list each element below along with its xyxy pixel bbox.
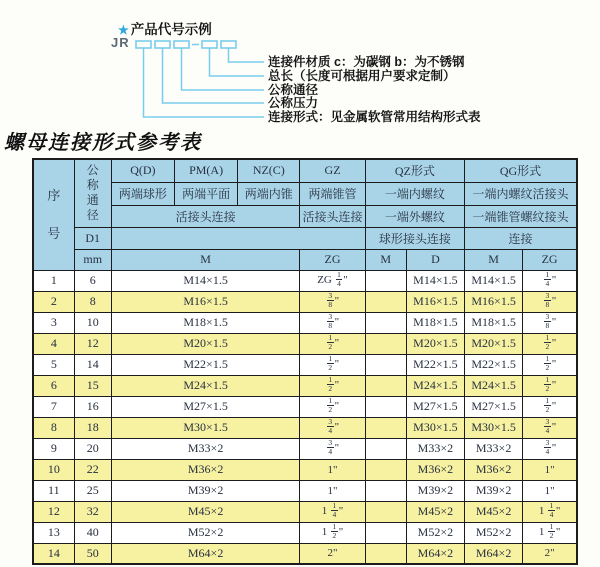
qz-d-cell: M30×1.5 [406, 417, 464, 438]
header-col-qg: QG形式 [465, 159, 578, 182]
qg-zg-cell: 1" [523, 459, 577, 480]
qg-zg-cell: 1" [523, 480, 577, 501]
dn-value-cell: 22 [74, 459, 111, 480]
qg-m-cell: M18×1.5 [465, 312, 523, 333]
header-col-gz: GZ [300, 159, 365, 182]
qg-m-cell: M30×1.5 [465, 417, 523, 438]
qg-zg-cell: $\frac{1}{4}$ " [523, 270, 577, 291]
fraction-value: $\frac{1}{4}$ [545, 270, 550, 288]
header-gz-connect: 活接头连接 [300, 205, 365, 227]
qg-zg-cell: 1 $\frac{1}{2}$ " [523, 522, 577, 543]
gz-size-cell: 1 $\frac{1}{4}$ " [300, 501, 365, 522]
qg-m-cell: M24×1.5 [465, 375, 523, 396]
wire-material [229, 48, 265, 62]
header-mm: mm [74, 249, 111, 270]
row-number-cell: 8 [33, 417, 74, 438]
qg-m-cell: M45×2 [465, 501, 523, 522]
dn-value-cell: 18 [74, 417, 111, 438]
dn-value-cell: 50 [74, 543, 111, 564]
qg-m-cell: M33×2 [465, 438, 523, 459]
table-row [33, 270, 577, 291]
fraction-value: $\frac{1}{2}$ [545, 396, 550, 414]
code-box-5 [221, 41, 236, 48]
fraction-value: $\frac{1}{4}$ [549, 501, 554, 519]
code-label-material: 连接件材质 c：为碳钢 b：为不锈钢 [268, 55, 465, 69]
table-row [33, 438, 577, 459]
header-qz-m-label: M [365, 249, 406, 270]
qz-m-cell [365, 438, 406, 459]
m-thread-cell: M45×2 [111, 501, 300, 522]
row-number-cell: 9 [33, 438, 74, 459]
header-zg-label: ZG [300, 249, 365, 270]
dn-value-cell: 6 [74, 270, 111, 291]
wire-diameter [182, 48, 265, 90]
row-number-cell: 3 [33, 312, 74, 333]
qz-m-cell [365, 417, 406, 438]
row-number-cell: 5 [33, 354, 74, 375]
qz-d-cell: M33×2 [406, 438, 464, 459]
table-row [33, 333, 577, 354]
header-empty-cell [111, 227, 365, 249]
header-nz-desc: 两端内锥 [238, 182, 300, 205]
fraction-value: $\frac{1}{4}$ [332, 501, 337, 519]
qg-zg-cell: $\frac{1}{2}$ " [523, 333, 577, 354]
header-gz-desc: 两端锥管 [300, 182, 365, 205]
qz-d-cell: M45×2 [406, 501, 464, 522]
row-number-cell: 7 [33, 396, 74, 417]
header-xuhao: 序号 [33, 159, 74, 270]
m-thread-cell: M52×2 [111, 522, 300, 543]
qg-zg-cell: $\frac{3}{4}$ " [523, 417, 577, 438]
m-thread-cell: M24×1.5 [111, 375, 300, 396]
qz-m-cell [365, 291, 406, 312]
header-d1: D1 [74, 227, 111, 249]
fraction-value: $\frac{1}{4}$ [337, 270, 341, 288]
table-row [33, 291, 577, 312]
dn-value-cell: 8 [74, 291, 111, 312]
qz-m-cell [365, 480, 406, 501]
row-number-cell: 13 [33, 522, 74, 543]
m-thread-cell: M30×1.5 [111, 417, 300, 438]
qg-zg-cell: 1 $\frac{1}{4}$ " [523, 501, 577, 522]
header-qg-m-label: M [465, 249, 523, 270]
qz-d-cell: M22×1.5 [406, 354, 464, 375]
qz-d-cell: M36×2 [406, 459, 464, 480]
qz-d-cell: M64×2 [406, 543, 464, 564]
fraction-value: $\frac{1}{2}$ [545, 333, 550, 351]
code-box-3 [174, 41, 189, 48]
header-pm-desc: 两端平面 [174, 182, 237, 205]
qg-m-cell: M14×1.5 [465, 270, 523, 291]
row-number-cell: 14 [33, 543, 74, 564]
dn-value-cell: 16 [74, 396, 111, 417]
qg-m-cell: M27×1.5 [465, 396, 523, 417]
diagram-title-text: 产品代号示例 [130, 22, 212, 37]
qz-d-cell: M14×1.5 [406, 270, 464, 291]
m-thread-cell: M16×1.5 [111, 291, 300, 312]
qg-m-cell: M64×2 [465, 543, 523, 564]
nut-connection-table [32, 158, 578, 565]
qg-zg-cell: $\frac{1}{2}$ " [523, 375, 577, 396]
qz-m-cell [365, 543, 406, 564]
gz-size-cell: $\frac{3}{4}$ " [300, 417, 365, 438]
row-number-cell: 11 [33, 480, 74, 501]
qz-d-cell: M20×1.5 [406, 333, 464, 354]
qg-m-cell: M22×1.5 [465, 354, 523, 375]
header-row-5 [33, 249, 577, 270]
gz-size-cell: $\frac{1}{2}$ " [300, 333, 365, 354]
table-row [33, 417, 577, 438]
gz-size-cell: $\frac{3}{8}$ " [300, 312, 365, 333]
header-qz-desc1: 一端内螺纹 [365, 182, 464, 205]
table-body [33, 270, 577, 564]
dn-value-cell: 15 [74, 375, 111, 396]
qz-m-cell [365, 459, 406, 480]
qg-zg-cell: $\frac{3}{4}$ " [523, 438, 577, 459]
dn-value-cell: 32 [74, 501, 111, 522]
gz-size-cell: $\frac{1}{2}$ " [300, 375, 365, 396]
row-number-cell: 4 [33, 333, 74, 354]
gz-size-cell: 2" [300, 543, 365, 564]
code-label-length: 总长（长度可根据用户要求定制） [268, 69, 456, 83]
m-thread-cell: M14×1.5 [111, 270, 300, 291]
table-row [33, 543, 577, 564]
qg-zg-cell: $\frac{1}{2}$ " [523, 354, 577, 375]
fraction-value: $\frac{3}{8}$ [545, 291, 550, 309]
fraction-value: $\frac{1}{2}$ [328, 396, 333, 414]
fraction-value: $\frac{1}{2}$ [549, 522, 554, 540]
dn-value-cell: 12 [74, 333, 111, 354]
fraction-value: $\frac{3}{8}$ [328, 291, 333, 309]
qg-m-cell: M39×2 [465, 480, 523, 501]
code-label-pressure: 公称压力 [268, 96, 319, 110]
gz-size-cell: 1 $\frac{1}{2}$ " [300, 522, 365, 543]
qz-d-cell: M27×1.5 [406, 396, 464, 417]
header-qz-d-label: D [406, 249, 464, 270]
table-row [33, 522, 577, 543]
row-number-cell: 10 [33, 459, 74, 480]
qg-zg-cell: $\frac{3}{8}$ " [523, 312, 577, 333]
qz-d-cell: M39×2 [406, 480, 464, 501]
code-box-2 [155, 41, 170, 48]
fraction-value: $\frac{1}{2}$ [328, 375, 333, 393]
qz-d-cell: M52×2 [406, 522, 464, 543]
row-number-cell: 2 [33, 291, 74, 312]
qg-m-cell: M52×2 [465, 522, 523, 543]
gz-size-cell: 1" [300, 480, 365, 501]
qz-d-cell: M24×1.5 [406, 375, 464, 396]
product-code-diagram [0, 0, 600, 126]
table-row [33, 459, 577, 480]
m-thread-cell: M27×1.5 [111, 396, 300, 417]
fraction-value: $\frac{3}{8}$ [545, 312, 550, 330]
dn-value-cell: 40 [74, 522, 111, 543]
header-row-3 [33, 205, 577, 227]
table-row [33, 354, 577, 375]
header-col-q: Q(D) [111, 159, 174, 182]
qz-m-cell [365, 312, 406, 333]
table-row [33, 375, 577, 396]
header-qg-desc1: 一端内螺纹活接头 [465, 182, 578, 205]
dn-value-cell: 14 [74, 354, 111, 375]
dn-value-cell: 20 [74, 438, 111, 459]
m-thread-cell: M64×2 [111, 543, 300, 564]
gz-size-cell: 1" [300, 459, 365, 480]
qz-m-cell [365, 522, 406, 543]
qz-m-cell [365, 501, 406, 522]
header-qz-connect: 球形接头连接 [365, 227, 464, 249]
fraction-value: $\frac{1}{2}$ [545, 354, 550, 372]
header-col-qz: QZ形式 [365, 159, 464, 182]
header-qz-desc2: 一端外螺纹 [365, 205, 464, 227]
fraction-value: $\frac{1}{2}$ [545, 375, 550, 393]
code-label-form: 连接形式：见金属软管常用结构形式表 [268, 110, 481, 124]
gz-size-cell: $\frac{3}{8}$ " [300, 291, 365, 312]
qz-m-cell [365, 375, 406, 396]
fraction-value: $\frac{3}{8}$ [328, 312, 333, 330]
qz-d-cell: M16×1.5 [406, 291, 464, 312]
qg-m-cell: M20×1.5 [465, 333, 523, 354]
m-thread-cell: M36×2 [111, 459, 300, 480]
header-col-nz: NZ(C) [238, 159, 300, 182]
header-union-connect: 活接头连接 [111, 205, 300, 227]
qz-m-cell [365, 333, 406, 354]
qg-m-cell: M36×2 [465, 459, 523, 480]
gz-size-cell: ZG $\frac{1}{4}$ " [300, 270, 365, 291]
code-prefix: JR [111, 35, 130, 50]
header-m-label: M [111, 249, 300, 270]
table-row [33, 312, 577, 333]
dn-value-cell: 10 [74, 312, 111, 333]
m-thread-cell: M39×2 [111, 480, 300, 501]
header-col-pm: PM(A) [174, 159, 237, 182]
header-row-4 [33, 227, 577, 249]
table-row [33, 501, 577, 522]
code-box-1 [136, 41, 151, 48]
qg-zg-cell: 2" [523, 543, 577, 564]
gz-size-cell: $\frac{1}{2}$ " [300, 396, 365, 417]
qg-m-cell: M16×1.5 [465, 291, 523, 312]
header-row-2 [33, 182, 577, 205]
fraction-value: $\frac{1}{2}$ [328, 354, 333, 372]
header-tongjing: 公称通径 [74, 159, 111, 227]
header-q-desc: 两端球形 [111, 182, 174, 205]
m-thread-cell: M33×2 [111, 438, 300, 459]
fraction-value: $\frac{3}{4}$ [545, 417, 550, 435]
wire-form [144, 48, 265, 117]
m-thread-cell: M18×1.5 [111, 312, 300, 333]
code-label-diameter: 公称通径 [268, 83, 319, 97]
row-number-cell: 1 [33, 270, 74, 291]
header-row-1 [33, 159, 577, 182]
fraction-value: $\frac{1}{2}$ [328, 333, 333, 351]
gz-size-cell: $\frac{3}{4}$ " [300, 438, 365, 459]
star-icon: ★ [118, 23, 129, 37]
row-number-cell: 12 [33, 501, 74, 522]
fraction-value: $\frac{3}{4}$ [328, 417, 333, 435]
code-box-4 [202, 41, 217, 48]
header-qg-desc2: 一端锥管螺纹接头 [465, 205, 578, 227]
header-qg-connect: 连接 [465, 227, 578, 249]
m-thread-cell: M22×1.5 [111, 354, 300, 375]
gz-size-cell: $\frac{1}{2}$ " [300, 354, 365, 375]
row-number-cell: 6 [33, 375, 74, 396]
m-thread-cell: M20×1.5 [111, 333, 300, 354]
qz-m-cell [365, 354, 406, 375]
qg-zg-cell: $\frac{3}{8}$ " [523, 291, 577, 312]
fraction-value: $\frac{1}{2}$ [332, 522, 337, 540]
table-row [33, 480, 577, 501]
qz-m-cell [365, 270, 406, 291]
qz-m-cell [365, 396, 406, 417]
qg-zg-cell: $\frac{1}{2}$ " [523, 396, 577, 417]
dn-value-cell: 25 [74, 480, 111, 501]
table-row [33, 396, 577, 417]
fraction-value: $\frac{3}{4}$ [545, 438, 550, 456]
qz-d-cell: M18×1.5 [406, 312, 464, 333]
table-title: 螺母连接形式参考表 [4, 132, 202, 154]
header-qg-zg-label: ZG [523, 249, 577, 270]
fraction-value: $\frac{3}{4}$ [328, 438, 333, 456]
